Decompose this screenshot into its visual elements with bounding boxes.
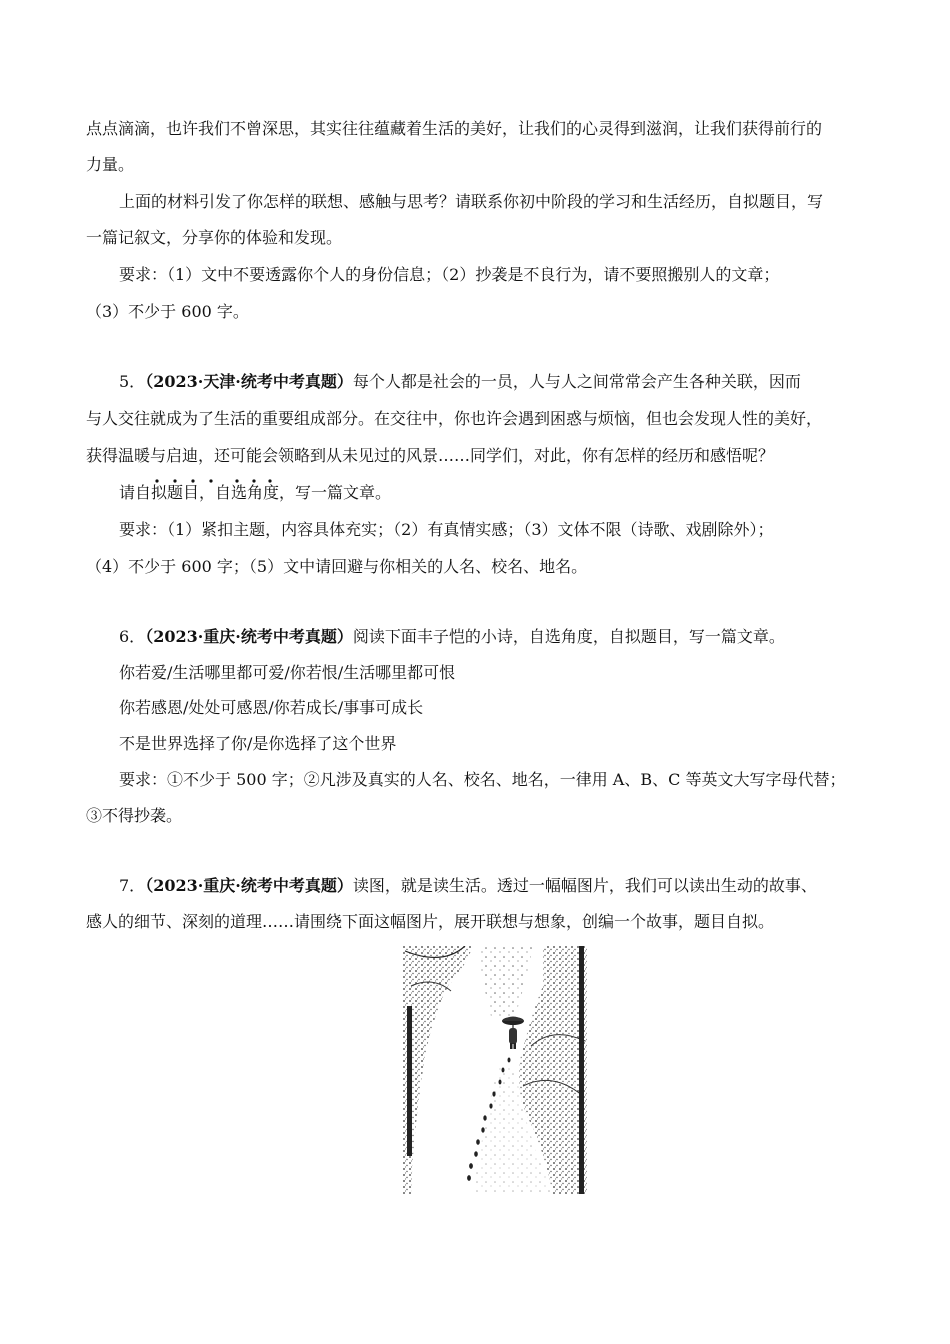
- q5-number: 5．: [119, 372, 146, 391]
- q6-number: 6．: [119, 627, 146, 646]
- q7-number: 7．: [119, 876, 146, 895]
- q5-requirements-1: 要求：（1）紧扣主题，内容具体充实；（2）有真情实感；（3）文体不限（诗歌、戏剧除外）；: [119, 520, 774, 539]
- q6-line-1: [119, 627, 785, 647]
- q5-line-2: 与人交往就成为了生活的重要组成部分。在交往中，你也许会遇到困惑与烦恼，但也会发现人性的美好，: [86, 409, 823, 428]
- snow-path-illustration: [403, 946, 587, 1194]
- q6-requirements-1: 要求：①不少于 500 字；②凡涉及真实的人名、校名、地名，一律用 A、B、C 等英文大写字母代替；: [119, 770, 846, 789]
- q7-line-2: 感人的细节、深刻的道理……请围绕下面这幅图片，展开联想与想象，创编一个故事，题目自拟。: [86, 912, 775, 931]
- q6-poem-line-2: 你若感恩/处处可感恩/你若成长/事事可成长: [119, 698, 424, 717]
- intro-requirements-2: （3）不少于 600 字。: [86, 302, 249, 321]
- q7-text-1: 读图，就是读生活。透过一幅幅图片，我们可以读出生动的故事、: [352, 876, 817, 895]
- q5-requirements-2: （4）不少于 600 字；（5）文中请回避与你相关的人名、校名、地名。: [86, 557, 588, 576]
- q6-poem-line-3: 不是世界选择了你/是你选择了这个世界: [119, 734, 397, 753]
- q7-source: （2023·重庆·统考中考真题）: [145, 876, 353, 895]
- q6-poem-line-1: 你若爱/生活哪里都可爱/你若恨/生活哪里都可恨: [119, 663, 456, 682]
- intro-requirements-1: 要求：（1）文中不要透露你个人的身份信息；（2）抄袭是不良行为，请不要照搬别人的文章；: [119, 265, 780, 284]
- q6-requirements-2: ③不得抄袭。: [86, 806, 183, 825]
- q7-line-1: [119, 876, 817, 896]
- q5-source: （2023·天津·统考中考真题）: [145, 372, 353, 391]
- q5-line-3: 获得温暖与启迪，还可能会领略到从未见过的风景……同学们，对此，你有怎样的经历和感悟呢？: [86, 446, 775, 465]
- q5-text-1: 每个人都是社会的一员，人与人之间常常会产生各种关联，因而: [352, 372, 801, 391]
- q5-line-1: [119, 372, 801, 392]
- q5-line-4: 请自拟题目，自选角度，写一篇文章。: [119, 483, 392, 502]
- intro-line-3: 上面的材料引发了你怎样的联想、感触与思考？请联系你初中阶段的学习和生活经历，自拟题目，写: [119, 192, 824, 211]
- intro-line-2: 力量。: [86, 155, 135, 174]
- q6-text-1: 阅读下面丰子恺的小诗，自选角度，自拟题目，写一篇文章。: [352, 627, 785, 646]
- q6-source: （2023·重庆·统考中考真题）: [145, 627, 353, 646]
- intro-line-1: 点点滴滴，也许我们不曾深思，其实往往蕴藏着生活的美好，让我们的心灵得到滋润，让我们获得前行的: [86, 119, 823, 138]
- intro-line-4: 一篇记叙文，分享你的体验和发现。: [86, 228, 343, 247]
